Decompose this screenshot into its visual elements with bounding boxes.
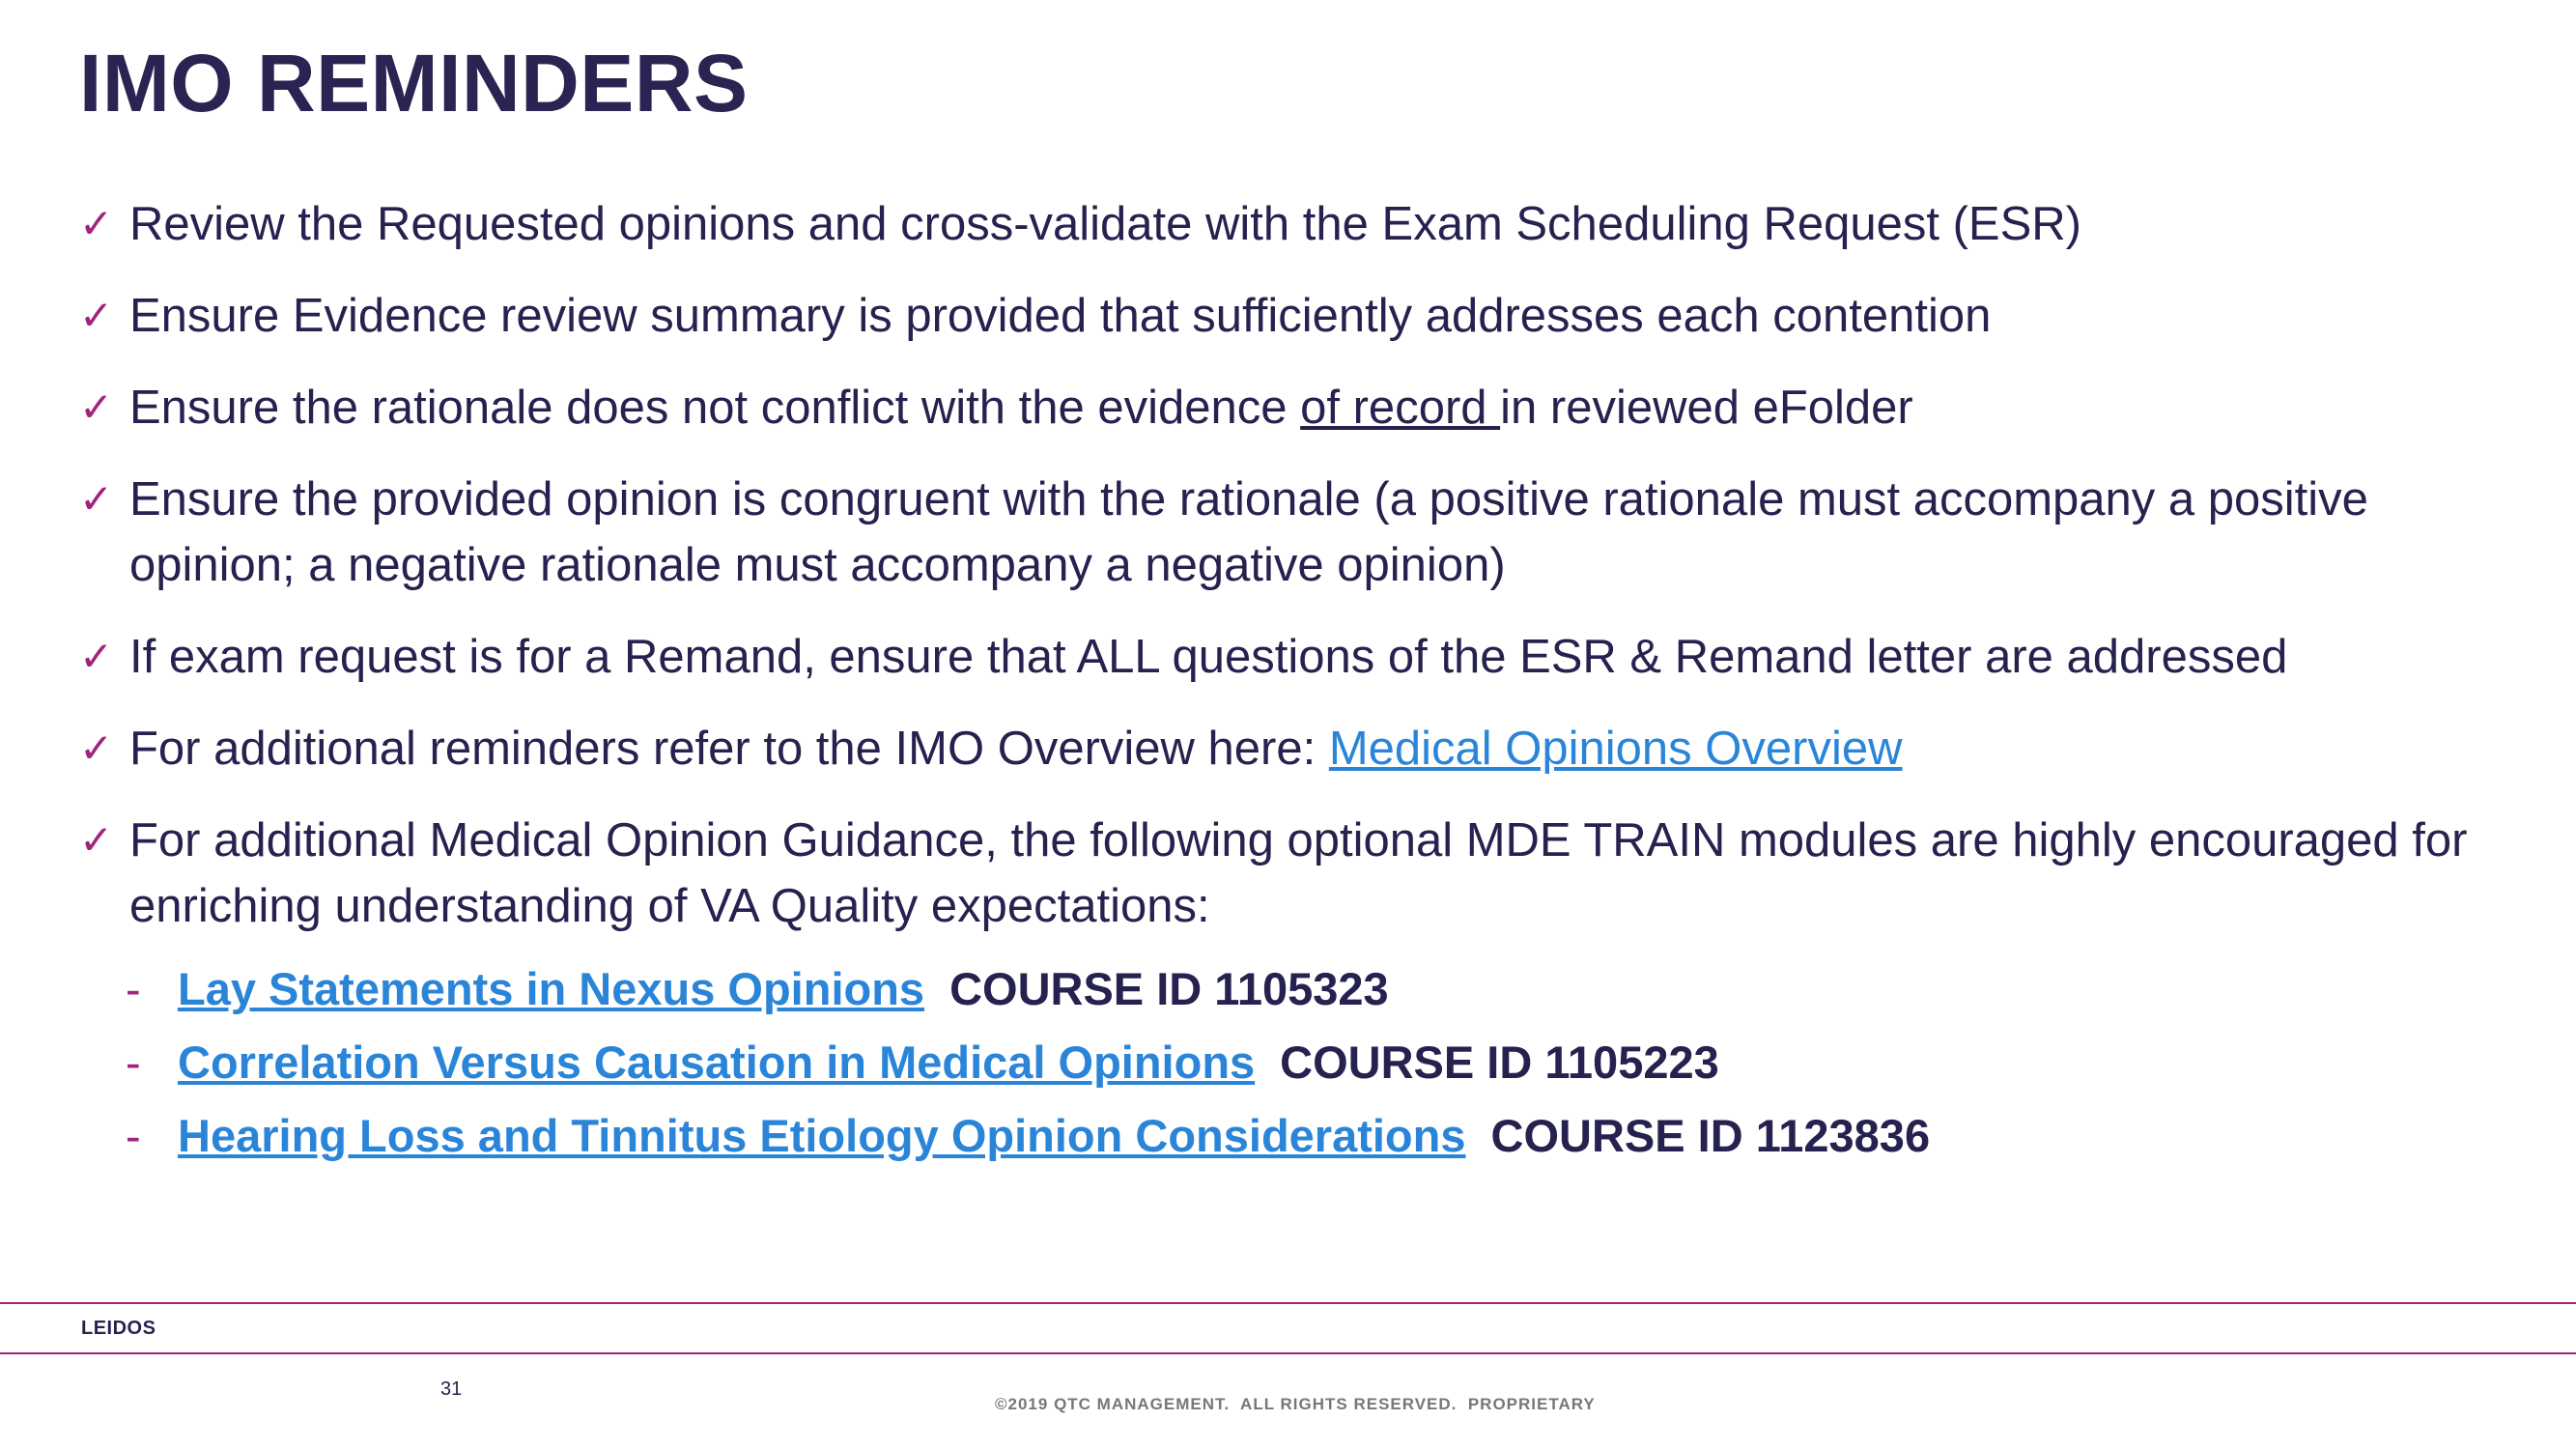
slide-title: IMO REMINDERS xyxy=(79,38,749,128)
page-number: 31 xyxy=(440,1378,463,1400)
checkmark-icon: ✓ xyxy=(79,816,114,864)
dash-bullet: - xyxy=(126,963,141,1014)
course-id: COURSE ID 1105223 xyxy=(1280,1037,1719,1088)
reminder-text-end: in reviewed eFolder xyxy=(1500,382,1913,434)
checkmark-icon: ✓ xyxy=(79,724,114,772)
checkmark-icon: ✓ xyxy=(79,292,114,339)
reminder-item xyxy=(79,283,2475,349)
reminder-item xyxy=(79,467,2475,598)
dash-bullet: - xyxy=(126,1110,141,1161)
reminder-text: Ensure the rationale does not conflict with the evidence xyxy=(129,382,1301,434)
reminder-item xyxy=(79,808,2475,939)
reminder-text: Ensure the provided opinion is congruent with the rationale (a positive rationale must accompany a positive opinion; a negative rationale must accompany a negative opinion) xyxy=(129,473,2368,591)
reminder-list xyxy=(79,191,2475,965)
reminder-text: If exam request is for a Remand, ensure that ALL questions of the ESR & Remand letter are addressed xyxy=(129,631,2288,683)
reminder-text: For additional reminders refer to the IMO Overview here: xyxy=(129,723,1329,775)
underlined-phrase: of record xyxy=(1300,382,1501,434)
course-link[interactable]: Hearing Loss and Tinnitus Etiology Opinion Considerations xyxy=(178,1110,1466,1161)
checkmark-icon: ✓ xyxy=(79,633,114,680)
medical-opinions-overview-link[interactable]: Medical Opinions Overview xyxy=(1328,723,1903,775)
course-id: COURSE ID 1123836 xyxy=(1490,1110,1931,1161)
course-item xyxy=(126,956,1930,1022)
course-item xyxy=(126,1030,1930,1095)
course-link[interactable]: Correlation Versus Causation in Medical Opinions xyxy=(178,1037,1256,1088)
copyright-notice: ©2019 QTC MANAGEMENT. ALL RIGHTS RESERVED. PROPRIETARY xyxy=(995,1395,1596,1413)
course-item xyxy=(126,1103,1930,1169)
footer-divider-top xyxy=(0,1302,2576,1304)
reminder-item xyxy=(79,191,2475,257)
company-name: LEIDOS xyxy=(81,1318,156,1339)
reminder-text: Review the Requested opinions and cross-validate with the Exam Scheduling Request (ESR) xyxy=(129,198,2081,250)
course-id: COURSE ID 1105323 xyxy=(949,963,1389,1014)
checkmark-icon: ✓ xyxy=(79,384,114,431)
course-link[interactable]: Lay Statements in Nexus Opinions xyxy=(178,963,925,1014)
course-list xyxy=(126,956,1930,1177)
footer-divider-bottom xyxy=(0,1352,2576,1354)
dash-bullet: - xyxy=(126,1037,141,1088)
reminder-item xyxy=(79,716,2475,781)
reminder-text: For additional Medical Opinion Guidance, the following optional MDE TRAIN modules are highly encouraged for enriching understanding of VA Quality expectations: xyxy=(129,814,2468,932)
checkmark-icon: ✓ xyxy=(79,200,114,247)
reminder-item xyxy=(79,624,2475,690)
reminder-text: Ensure Evidence review summary is provided that sufficiently addresses each contention xyxy=(129,290,1992,342)
reminder-item xyxy=(79,375,2475,440)
checkmark-icon: ✓ xyxy=(79,475,114,523)
